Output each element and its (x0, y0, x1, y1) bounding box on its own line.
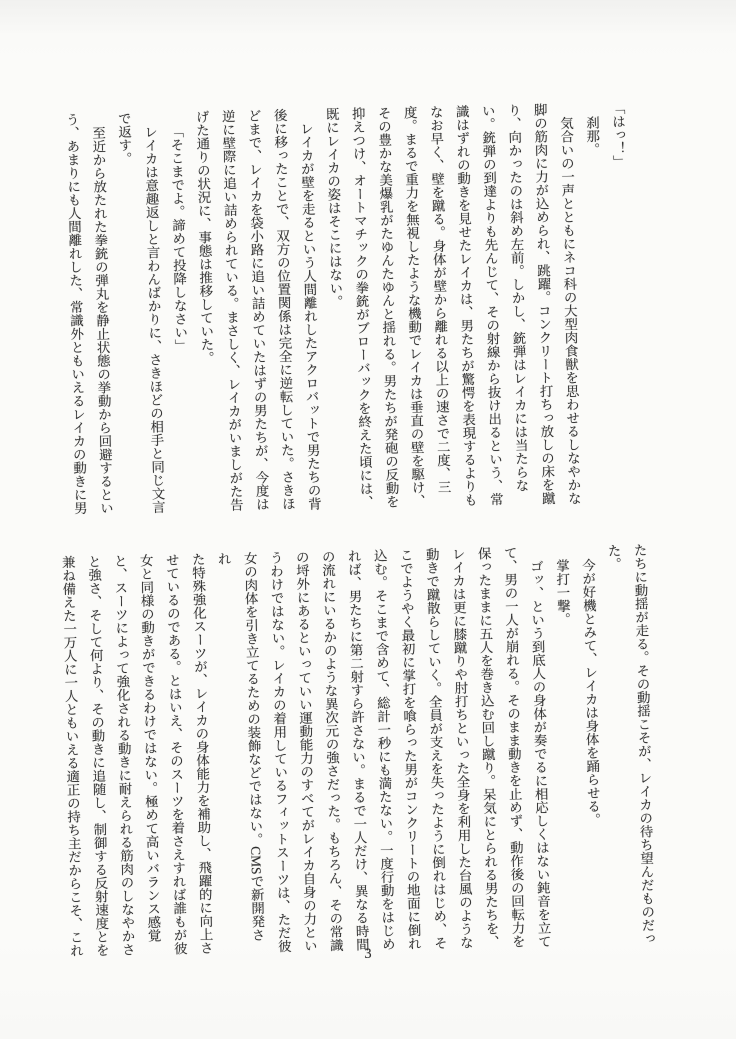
text-column: 脚の筋肉に力が込められ、跳躍。コンクリート打ちっ放しの床を蹴 (532, 102, 556, 505)
text-column: その豊かな美爆乳がたゆんたゆんと揺れる。男たちが発砲の反動を (376, 106, 400, 509)
text-column: り、向かったのは斜め左前。しかし、銃弾はレイカには当たらな (506, 103, 530, 493)
text-column: 後に移ったことで、双方の位置関係は完全に逆転していた。さきほ (272, 108, 296, 511)
text-block-bottom (54, 543, 660, 958)
text-column: 度。まるで重力を無視したような機動でレイカは垂直の壁を駆け、 (402, 105, 426, 508)
text-column: 「そこまでよ。諦めて投降しなさい」 (168, 124, 189, 353)
text-column: 保ったままに五人を巻き込む回し蹴り。呆気にとられる男たちを、 (476, 546, 500, 949)
text-column: レイカは意趣返しと言わんばかりに、さきほどの相手と同じ文言 (142, 124, 166, 514)
text-column: どまで、レイカを袋小路に追い詰めていたはずの男たちが、今度は (246, 108, 270, 511)
text-column: レイカが壁を走るという人間離れしたアクロバットで男たちの背 (298, 121, 322, 511)
text-column: 女の肉体を引き立てるための装飾などではない。CMSで新開発され (216, 551, 266, 942)
text-column: 動きで蹴散らしていく。全員が支えを失ったように倒れはじめ、そ (424, 547, 448, 950)
text-column: せているのである。とはいえ、そのスーツを着さえすれば誰もが彼 (164, 552, 188, 956)
text-column: て、男の一人が崩れる。そのまま動きを止めず、動作後の回転力を (502, 545, 526, 949)
text-column: 女と同様の動きができるわけではない。極めて高いバランス感覚 (138, 553, 162, 943)
text-column: たちに動揺が走る。その動揺こそが、レイカの待ち望んだものだっ (632, 543, 656, 946)
text-column: 込む。そこまで含めて、総計一秒にも満たない。一度行動をはじめ (372, 548, 396, 951)
text-column: 今が好機とみて、レイカは身体を踊らせる。 (580, 558, 601, 827)
text-column: 掌打一撃。 (554, 558, 571, 627)
text-column: の流れにいるかのような異次元の強さだった。もちろん、その常識 (320, 549, 344, 952)
text-column: 抑えつけ、オートマチックの拳銃がブローバックを終えた頃には、 (350, 106, 374, 509)
text-column: と強さ、そして何より、その動きに追随し、制御する反射速度とを (86, 554, 110, 957)
text-block-top (58, 101, 638, 516)
text-column: で返す。 (116, 111, 133, 166)
text-column: の埒外にあるといっていい運動能力のすべてがレイカ自身の力とい (294, 550, 318, 953)
text-column: レイカは更に膝蹴りや肘打ちといった全身を利用した台風のような (450, 546, 474, 950)
text-column: なお早く、壁を蹴る。身体が壁から離れる以上の速さで二度、三 (428, 104, 452, 494)
text-column: た特殊強化スーツが、レイカの身体能力を補助し、飛躍的に向上さ (190, 552, 214, 955)
text-column: い。銃弾の到達よりも先んじて、その射線から抜け出るという、常 (480, 103, 504, 507)
text-column: 逆に壁際に追い詰められている。まさしく、レイカがいましがた告 (220, 109, 244, 512)
text-column: う、あまりにも人間離れした、常識外ともいえるレイカの動きに男 (64, 112, 88, 515)
text-column: 刹那。 (584, 115, 601, 157)
text-column: 既にレイカの姿はそこにはない。 (324, 107, 344, 309)
text-column: 至近から放たれた拳銃の弾丸を静止状態の挙動から回避するとい (90, 126, 114, 515)
text-column: 「はっ！」 (610, 101, 627, 169)
text-column: げた通りの状況に、事態は推移していた。 (194, 109, 215, 365)
text-column: た。 (606, 543, 622, 571)
text-column: うわけではない。レイカの着用しているフィットスーツは、ただ彼 (268, 550, 292, 953)
text-column: ゴッ、という到底人の身体が奏でるに相応しくはない鈍音を立て (528, 559, 552, 949)
text-column: と、スーツによって強化される動きに耐えられる筋肉のしなやかさ (112, 553, 136, 957)
text-column: 兼ね備えた一万人に一人ともいえる適正の持ち主だからこそ、これ (60, 555, 84, 958)
page-number: 3 (364, 946, 372, 962)
text-column: 識はずれの動きを見せたレイカは、男たちが驚愕を表現するよりも (454, 104, 478, 507)
text-column: こでようやく最初に掌打を喰らった男がコンクリートの地面に倒れ (398, 548, 422, 951)
text-column: れば、男たちに第二射すら許さない。まるで一人だけ、異なる時間 (346, 549, 370, 952)
text-column: 気合いの一声とともにネコ科の大型肉食獣を思わせるしなやかな (558, 116, 582, 506)
